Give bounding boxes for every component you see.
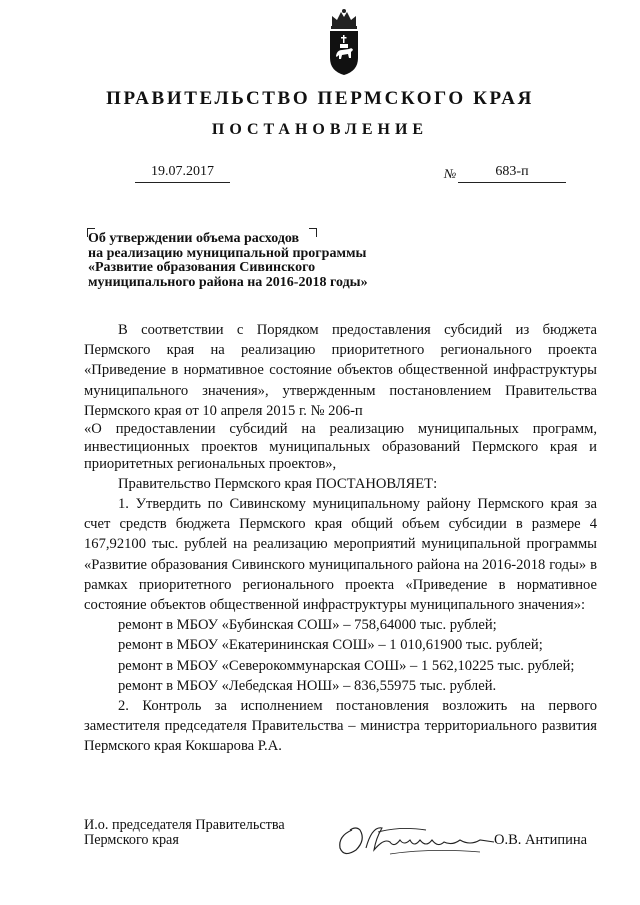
- document-subject: [88, 232, 408, 290]
- decree-statement: Правительство Пермского края ПОСТАНОВЛЯЕТ:: [118, 475, 438, 492]
- signatory-role-line: И.о. председателя Правительства: [84, 817, 285, 833]
- handwritten-signature: [330, 818, 500, 862]
- preamble-paragraph: В соответствии с Порядком предоставления субсидий из бюджета Пермского края на реализацию приоритетного регионального проекта «Приведение в нормативное состояние объектов общественной инфраструктуры муниципального значения», утвержденным постановлением Правительства Пермского края от 10 апреля 2015 г. № 206-п: [84, 322, 597, 419]
- number-symbol: №: [444, 166, 457, 181]
- repair-item: ремонт в МБОУ «Северокоммунарская СОШ» – 1 562,10225 тыс. рублей;: [118, 657, 575, 674]
- subject-line: муниципального района на 2016-2018 годы»: [88, 274, 368, 290]
- repair-item: ремонт в МБОУ «Бубинская СОШ» – 758,64000 тыс. рублей;: [118, 617, 497, 634]
- subject-line: Об утверждении объема расходов: [88, 231, 300, 246]
- point-2-paragraph: 2. Контроль за исполнением постановления возложить на первого заместителя председателя Правительства – министра территориального развития Пермского края Кокшарова Р.А.: [84, 698, 597, 755]
- signatory-role: [84, 818, 285, 847]
- signatory-role-line: Пермского края: [84, 831, 179, 848]
- preamble-continuation: «О предоставлении субсидий на реализацию муниципальных программ, инвестиционных проектов муниципальных образований Пермского края и приоритетных региональных проектов»,: [84, 421, 597, 473]
- signatory-name: О.В. Антипина: [494, 832, 588, 848]
- perm-krai-coat-of-arms-icon: [327, 8, 361, 78]
- document-number: 683-п: [458, 164, 566, 183]
- document-type: ПОСТАНОВЛЕНИЕ: [211, 121, 429, 138]
- repair-item: ремонт в МБОУ «Екатерининская СОШ» – 1 010,61900 тыс. рублей;: [118, 637, 543, 654]
- document-date: 19.07.2017: [135, 164, 230, 183]
- government-title: ПРАВИТЕЛЬСТВО ПЕРМСКОГО КРАЯ: [106, 88, 534, 109]
- subject-line: на реализацию муниципальной программы: [88, 245, 367, 261]
- point-1-paragraph: 1. Утвердить по Сивинскому муниципальному району Пермского края за счет средств бюджета Пермского края общий объем субсидии в размере 4 167,92100 тыс. рублей на реализацию мероприятий муниципальной программы «Развитие образования Сивинского муниципального района на 2016-2018 годы» в рамках приоритетного регионального проекта «Приведение в нормативное состояние объектов общественной инфраструктуры муниципального значения»:: [84, 496, 597, 614]
- document-body: [84, 320, 597, 757]
- repair-item: ремонт в МБОУ «Лебедская НОШ» – 836,55975 тыс. рублей.: [118, 677, 497, 694]
- subject-line: «Развитие образования Сивинского: [88, 260, 316, 275]
